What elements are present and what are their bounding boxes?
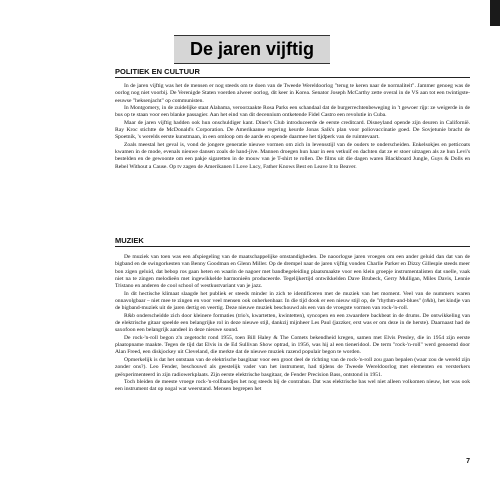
- paragraph: De rock-'n-roll begon z'n zegetocht rond 1955, toen Bill Haley & The Comets bekendheid kregen, samen met Elvis Presley, die in 1954 zijn eerste plaatopname maakte. Tegen de tijd dat Elvis in de Ed Sullivan Show optrad, in 1956, was hij al een tieneridool. De term "rock-'n-roll" werd genoemd door Alan Freed, een diskjockey uit Cleveland, die merkte dat de nieuwe muziek razend populair begon te worden.: [115, 334, 470, 356]
- section-body-politiek: [115, 83, 470, 171]
- paragraph: In Montgomery, in de zuidelijke staat Alabama, veroorzaakte Rosa Parks een schandaal dat de burgerrechtenbeweging in 't gewoer rijp: ze weigerde in de bus op te staan voor een blanke passagier. Aan het eind van dit decennium ontketende Fidel Castro een revolutie in Cuba.: [115, 105, 470, 119]
- paragraph: Toch bleiden de meeste vroege rock-'n-rollbandjes het nog steeds bij de contrabas. Dat was elektrische bas wel niet alleen volkomen nieuw, het was ook een instrument dat op nogal wat weerstand. Mensen begrepen het: [115, 378, 470, 393]
- paragraph: Maar de jaren vijftig hadden ook hun onschuldiger kant. Diner's Club introduceerde de eerste creditcard. Disneyland opende zijn deuren in Californië. Ray Kroc stichtte de McDonald's Corporation. De Amerikaanse regering keurde Jonas Salk's plan voor poliovaccinatie goed. De Sovjetunie bracht de Spoetnik, 's werelds eerste kunstmaan, in een omloop om de aarde en opende daarmee het tijdperk van de ruimtevaart.: [115, 119, 470, 141]
- section-heading-muziek: MUZIEK: [115, 236, 470, 247]
- paragraph: In de jaren vijftig was het de mensen er nog steeds om te doen van de Tweede Wereldoorlog "terug te keren naar de normaliteit". Jammer genoeg was de oorlog nog niet voorbij. De Verenigde Staten voerden alweer oorlog, dit keer in Korea. Senator Joseph McCarthy zette overal in de VS aan tot een twintigste-eeuwse "heksenjacht" op communisten.: [115, 83, 470, 104]
- page-number: 7: [466, 458, 470, 465]
- paragraph: Zoals meestal het geval is, vond de jongere generatie nieuwe vormen om zich in levensstijl van de ouders te onderscheiden. Enkelsokjes en petticoats kwamen in de mode, evenals nieuwe dansen zoals de hand-jive. Mannen droegen hun haar in een vetkuif en dachten dat ze er stoer uitzagen als ze hun Levi's bestelden en de gewoonte om een pakje sigaretten in de mouw van je T-shirt te rollen. De films uit die dagen waren Blackboard Jungle, Guys & Dolls en Rebel Without a Cause. Op tv zagen de Amerikanen I Love Lucy, Father Knows Best en Leave It to Beaver.: [115, 141, 470, 170]
- page-edge-tab: [490, 0, 500, 26]
- section-body-muziek: [115, 254, 470, 394]
- paragraph: R&b onderscheidde zich door kleinere formaties (trio's, kwartetten, kwintetten), syncopen en een zwaardere backbeat in de drums. De ontwikkeling van de elektrische gitaar speelde een belangrijke rol in deze nieuwe stijl, dankzij mijnheer Les Paul (jazzker, erst was er om deze in de herste). Daarnaast had de saxofoon een belangrijk aandeel in deze nieuwe sound.: [115, 312, 470, 334]
- page-title: De jaren vijftig: [174, 35, 330, 64]
- paragraph: Opmerkelijk is dat het ontstaan van de elektrische basgitaar voor een groot deel de richting van de rock-'n-roll zou gaan bepalen (waar zou de wereld zijn zonder ons?). Leo Fender, beschouwd als geestelijk vader van het instrument, had tijdens de Tweede Wereldoorlog met elementen en versterkers geëxperimenteerd in zijn radiowerkplaats. Zijn eerste elektrische basgitaar, de Fender Precision Bass, ontstond in 1951.: [115, 356, 470, 378]
- paragraph: De muziek van toen was een afspiegeling van de maatschappelijke omstandigheden. De naoorlogse jaren vroegen om een ander geluid dan dat van de bigband en de swingorkesten van Benny Goodman en Glenn Miller. Op de drempel naar de jaren vijftig vonden Charlie Parker en Dizzy Gillespie steeds meer bon zigen geluid, dat bebop ros gaan heten en waarin de nagoer met bandbegeleiding plaatsmaakte voor een klein groepje instrumentalisten dat snelle, vaak niet na te zingen melodieën met ingewikkelde harmonieën produceerde. Tegelijkertijd ontwikkelden Dave Brubeck, Gerry Mulligan, Miles Davis, Lennie Tristano en anderen de cool school of westkustvariant van je jazz.: [115, 254, 470, 290]
- paragraph: In dit hectische klimaat slaagde het publiek er steeds minder in zich te identificeren met de muziek van het moment. Veel van de nummers waren onnavolgbaar – niet mee te zingen en voor veel mensen ook onherkenbaar. In die tijd dook er een nieuw stijl op, de "rhythm-and-blues" (r&b), het kindje van de bigband-muziek uit de jaren dertig en veertig. Deze nieuwe muziek beschouwd als een van de vroegste vormen van rock-'n-roll.: [115, 290, 470, 312]
- section-heading-politiek: POLITIEK EN CULTUUR: [115, 67, 470, 78]
